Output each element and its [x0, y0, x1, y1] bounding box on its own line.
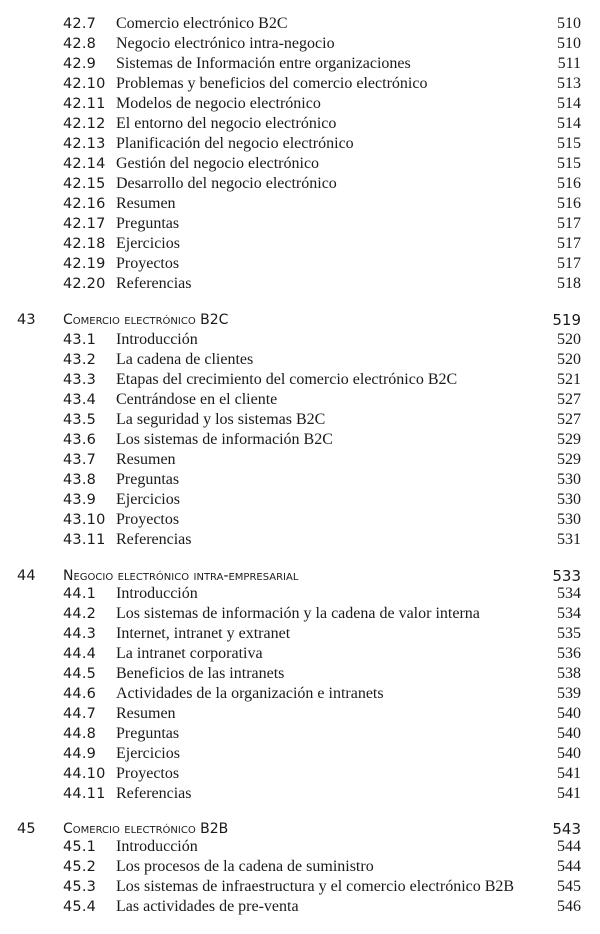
entry-page: 515	[557, 135, 581, 152]
entry-page: 536	[557, 645, 581, 662]
entry-page: 517	[557, 255, 581, 272]
entry-page: 531	[557, 531, 581, 548]
entry-page: 546	[557, 898, 581, 915]
entry-number: 44.6	[63, 686, 97, 702]
entry-number: 42.12	[63, 116, 106, 132]
toc-entry[interactable]	[0, 897, 600, 917]
entry-page: 541	[557, 785, 581, 802]
entry-title: Negocio electrónico intra-negocio	[116, 35, 335, 52]
chapter-title: Comercio electrónico B2B	[63, 821, 229, 837]
entry-title: Los sistemas de infraestructura y el comercio electrónico B2B	[116, 878, 515, 895]
toc-entry[interactable]	[0, 34, 600, 54]
toc-entry[interactable]	[0, 837, 600, 857]
toc-entry[interactable]	[0, 510, 600, 530]
entry-number: 43.2	[63, 352, 97, 368]
entry-title: Resumen	[116, 705, 176, 722]
entry-number: 42.16	[63, 196, 106, 212]
entry-number: 44.3	[63, 626, 97, 642]
entry-title: Ejercicios	[116, 491, 180, 508]
entry-title: Desarrollo del negocio electrónico	[116, 175, 337, 192]
entry-title: Los sistemas de información y la cadena de valor interna	[116, 605, 480, 622]
entry-page: 538	[557, 665, 581, 682]
entry-page: 510	[557, 35, 581, 52]
toc-entry[interactable]	[0, 370, 600, 390]
entry-number: 45.2	[63, 859, 97, 875]
entry-title: La cadena de clientes	[116, 351, 254, 368]
toc-entry[interactable]	[0, 14, 600, 34]
entry-title: Centrándose en el cliente	[116, 391, 278, 408]
entry-page: 540	[557, 705, 581, 722]
chapter-number: 44	[17, 568, 36, 584]
toc-entry[interactable]	[0, 54, 600, 74]
toc-entry[interactable]	[0, 114, 600, 134]
chapter-number: 43	[17, 312, 36, 328]
toc-entry[interactable]	[0, 74, 600, 94]
entry-number: 44.7	[63, 706, 97, 722]
toc-entry[interactable]	[0, 94, 600, 114]
entry-page: 521	[557, 371, 581, 388]
entry-number: 42.18	[63, 236, 106, 252]
entry-title: El entorno del negocio electrónico	[116, 115, 337, 132]
entry-page: 517	[557, 215, 581, 232]
toc-entry[interactable]	[0, 390, 600, 410]
entry-page: 520	[557, 351, 581, 368]
toc-entry[interactable]	[0, 450, 600, 470]
entry-page: 527	[557, 411, 581, 428]
chapter-heading[interactable]	[0, 819, 600, 839]
toc-entry[interactable]	[0, 490, 600, 510]
toc-entry[interactable]	[0, 604, 600, 624]
entry-number: 42.14	[63, 156, 106, 172]
entry-title: Referencias	[116, 275, 192, 292]
toc-entry[interactable]	[0, 584, 600, 604]
chapter-heading[interactable]	[0, 566, 600, 586]
entry-page: 530	[557, 491, 581, 508]
chapter-page: 543	[552, 820, 581, 838]
entry-page: 529	[557, 431, 581, 448]
entry-page: 540	[557, 725, 581, 742]
entry-number: 44.9	[63, 746, 97, 762]
entry-number: 43.1	[63, 332, 97, 348]
entry-number: 43.4	[63, 392, 97, 408]
toc-entry[interactable]	[0, 134, 600, 154]
entry-title: Las actividades de pre-venta	[116, 898, 299, 915]
entry-page: 520	[557, 331, 581, 348]
entry-page: 518	[557, 275, 581, 292]
entry-page: 535	[557, 625, 581, 642]
entry-page: 514	[557, 115, 581, 132]
toc-entry[interactable]	[0, 470, 600, 490]
toc-entry[interactable]	[0, 234, 600, 254]
entry-title: Los procesos de la cadena de suministro	[116, 858, 374, 875]
entry-title: Introducción	[116, 585, 198, 602]
entry-number: 43.10	[63, 512, 106, 528]
entry-number: 42.9	[63, 56, 97, 72]
toc-entry[interactable]	[0, 350, 600, 370]
entry-title: Sistemas de Información entre organizaciones	[116, 55, 411, 72]
entry-title: Resumen	[116, 195, 176, 212]
entry-number: 42.11	[63, 96, 106, 112]
entry-number: 42.10	[63, 76, 106, 92]
entry-number: 43.9	[63, 492, 97, 508]
toc-entry[interactable]	[0, 877, 600, 897]
entry-number: 42.13	[63, 136, 106, 152]
entry-page: 527	[557, 391, 581, 408]
entry-title: Introducción	[116, 838, 198, 855]
entry-title: Ejercicios	[116, 745, 180, 762]
toc-entry[interactable]	[0, 644, 600, 664]
entry-title: Resumen	[116, 451, 176, 468]
entry-title: Referencias	[116, 531, 192, 548]
entry-page: 544	[557, 858, 581, 875]
entry-number: 43.6	[63, 432, 97, 448]
entry-title: Problemas y beneficios del comercio electrónico	[116, 75, 428, 92]
toc-entry[interactable]	[0, 624, 600, 644]
entry-page: 545	[557, 878, 581, 895]
chapter-heading[interactable]	[0, 310, 600, 330]
entry-number: 42.20	[63, 276, 106, 292]
toc-entry[interactable]	[0, 214, 600, 234]
entry-title: Actividades de la organización e intranets	[116, 685, 384, 702]
entry-page: 534	[557, 585, 581, 602]
chapter-title: Comercio electrónico B2C	[63, 312, 229, 328]
entry-number: 43.5	[63, 412, 97, 428]
chapter-page: 519	[552, 311, 581, 329]
entry-title: La seguridad y los sistemas B2C	[116, 411, 326, 428]
entry-page: 534	[557, 605, 581, 622]
entry-number: 42.15	[63, 176, 106, 192]
toc-entry[interactable]	[0, 764, 600, 784]
entry-title: Planificación del negocio electrónico	[116, 135, 354, 152]
toc-entry[interactable]	[0, 724, 600, 744]
entry-page: 516	[557, 175, 581, 192]
entry-number: 44.10	[63, 766, 106, 782]
toc-entry[interactable]	[0, 154, 600, 174]
toc-entry[interactable]	[0, 274, 600, 294]
entry-page: 511	[557, 55, 581, 72]
entry-number: 44.1	[63, 586, 97, 602]
entry-page: 513	[557, 75, 581, 92]
entry-page: 517	[557, 235, 581, 252]
entry-title: Ejercicios	[116, 235, 180, 252]
entry-title: La intranet corporativa	[116, 645, 263, 662]
entry-title: Los sistemas de información B2C	[116, 431, 333, 448]
entry-page: 530	[557, 471, 581, 488]
entry-number: 45.4	[63, 899, 97, 915]
entry-number: 43.7	[63, 452, 97, 468]
entry-number: 45.1	[63, 839, 97, 855]
toc-entry[interactable]	[0, 330, 600, 350]
entry-number: 44.2	[63, 606, 97, 622]
entry-number: 44.5	[63, 666, 97, 682]
entry-page: 540	[557, 745, 581, 762]
toc-entry[interactable]	[0, 530, 600, 550]
toc-entry[interactable]	[0, 254, 600, 274]
entry-page: 530	[557, 511, 581, 528]
entry-page: 544	[557, 838, 581, 855]
entry-page: 515	[557, 155, 581, 172]
toc-entry[interactable]	[0, 430, 600, 450]
entry-title: Introducción	[116, 331, 198, 348]
entry-title: Proyectos	[116, 255, 180, 272]
entry-title: Gestión del negocio electrónico	[116, 155, 320, 172]
entry-title: Preguntas	[116, 471, 180, 488]
chapter-number: 45	[17, 821, 36, 837]
toc-entry[interactable]	[0, 194, 600, 214]
entry-number: 44.4	[63, 646, 97, 662]
entry-number: 43.8	[63, 472, 97, 488]
toc-entry[interactable]	[0, 664, 600, 684]
toc-entry[interactable]	[0, 784, 600, 804]
entry-number: 42.7	[63, 16, 97, 32]
entry-title: Preguntas	[116, 725, 180, 742]
entry-title: Preguntas	[116, 215, 180, 232]
entry-title: Referencias	[116, 785, 192, 802]
chapter-title: Negocio electrónico intra-empresarial	[63, 568, 299, 584]
entry-title: Proyectos	[116, 511, 180, 528]
entry-title: Modelos de negocio electrónico	[116, 95, 321, 112]
toc-entry[interactable]	[0, 410, 600, 430]
entry-number: 44.11	[63, 786, 106, 802]
entry-number: 42.8	[63, 36, 97, 52]
entry-title: Beneficios de las intranets	[116, 665, 285, 682]
entry-page: 516	[557, 195, 581, 212]
entry-number: 45.3	[63, 879, 97, 895]
toc-entry[interactable]	[0, 704, 600, 724]
toc-entry[interactable]	[0, 174, 600, 194]
toc-entry[interactable]	[0, 857, 600, 877]
entry-title: Comercio electrónico B2C	[116, 15, 288, 32]
entry-number: 43.3	[63, 372, 97, 388]
entry-title: Etapas del crecimiento del comercio electrónico B2C	[116, 371, 458, 388]
toc-entry[interactable]	[0, 744, 600, 764]
entry-number: 43.11	[63, 532, 106, 548]
entry-number: 44.8	[63, 726, 97, 742]
entry-page: 510	[557, 15, 581, 32]
toc-entry[interactable]	[0, 684, 600, 704]
entry-title: Proyectos	[116, 765, 180, 782]
entry-page: 541	[557, 765, 581, 782]
chapter-page: 533	[552, 567, 581, 585]
entry-page: 539	[557, 685, 581, 702]
entry-page: 529	[557, 451, 581, 468]
entry-page: 514	[557, 95, 581, 112]
entry-number: 42.19	[63, 256, 106, 272]
entry-title: Internet, intranet y extranet	[116, 625, 291, 642]
entry-number: 42.17	[63, 216, 106, 232]
